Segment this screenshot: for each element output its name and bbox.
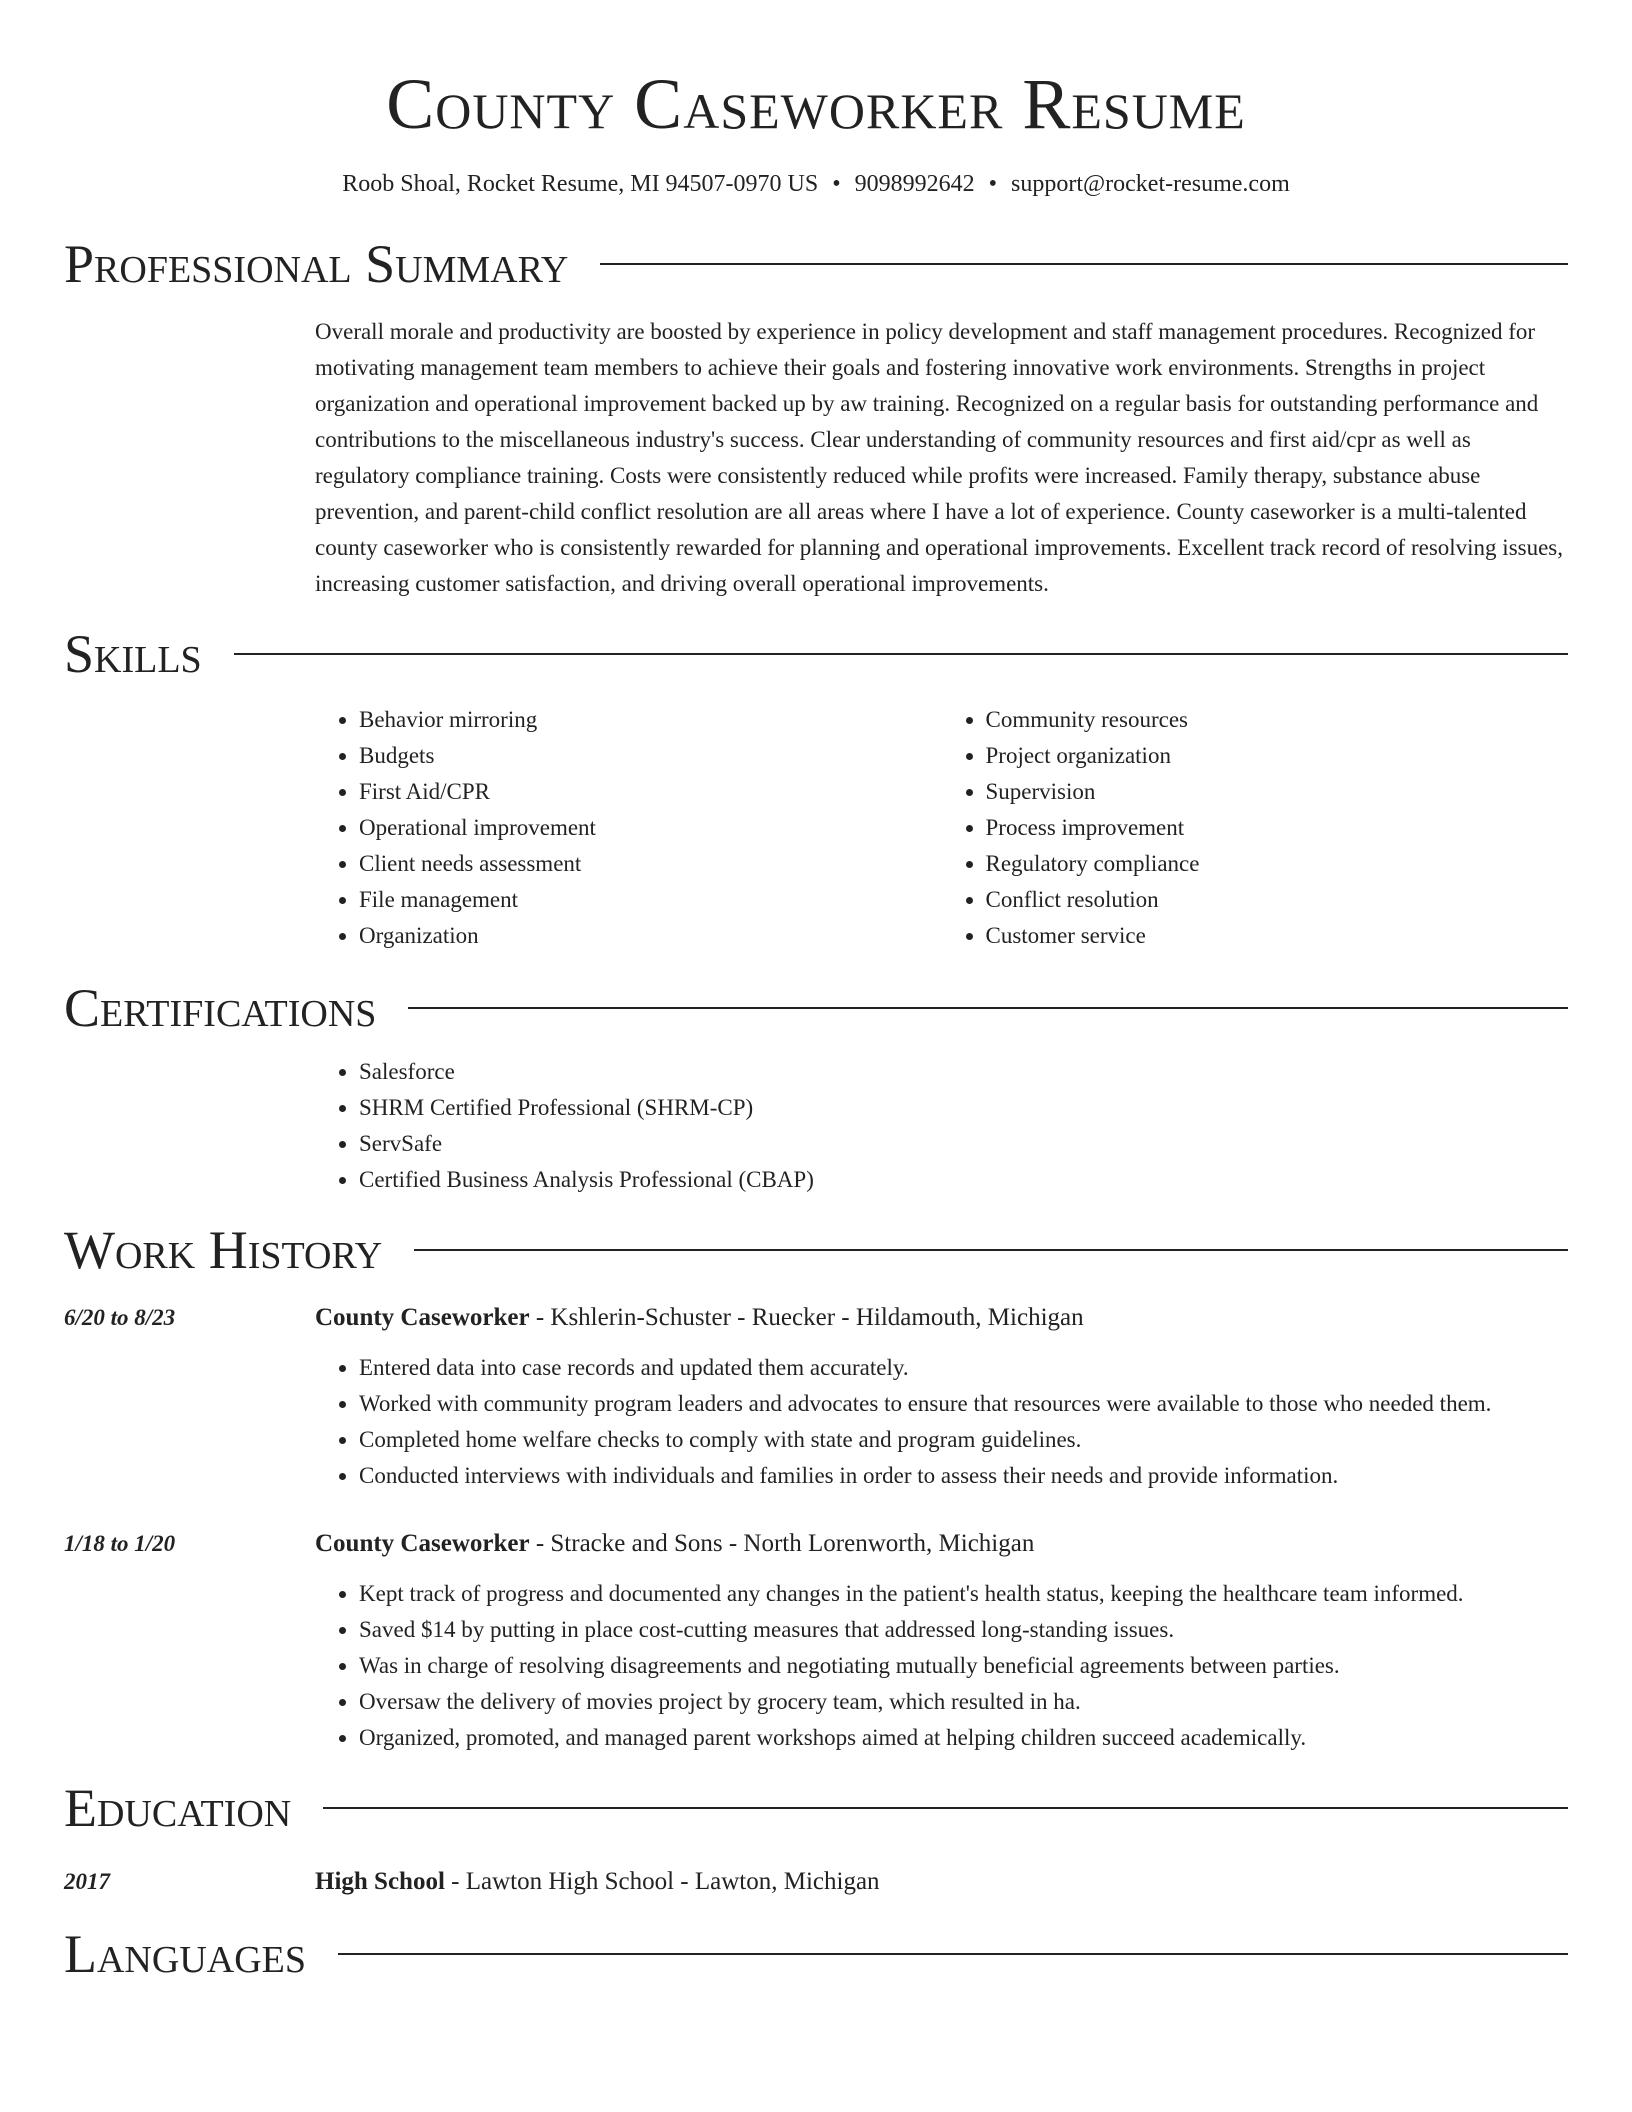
job-bullets [315, 1576, 1568, 1756]
certifications-list [315, 1054, 1568, 1198]
job-bullet: • Conducted interviews with individuals and families in order to assess their needs and provide information. [359, 1458, 1568, 1494]
section-divider [234, 653, 1568, 655]
education-entry [64, 1864, 1568, 1900]
job-bullet: • Worked with community program leaders and advocates to ensure that resources were available to those who needed them. [359, 1386, 1568, 1422]
section-title: Skills [64, 624, 202, 684]
section-title: Work History [64, 1220, 383, 1280]
skill-item: • Behavior mirroring [359, 702, 942, 738]
skills-list-right [942, 702, 1569, 954]
education-section [64, 1776, 1568, 1900]
skill-item: • Conflict resolution [986, 882, 1569, 918]
section-header [64, 622, 1568, 686]
certifications-section [64, 976, 1568, 1198]
section-title: Languages [64, 1924, 306, 1984]
resume-page [64, 0, 1568, 1986]
skills-list-left [315, 702, 942, 954]
job-heading [315, 1300, 1084, 1336]
skill-item: • Supervision [986, 774, 1569, 810]
section-title: Education [64, 1778, 292, 1838]
section-divider [338, 1953, 1568, 1955]
certifications-list-wrap [315, 1054, 1568, 1198]
skill-item: • Process improvement [986, 810, 1569, 846]
contact-separator: • [832, 171, 841, 197]
section-title: Certifications [64, 978, 377, 1038]
job-bullet: • Organized, promoted, and managed parent workshops aimed at helping children succeed academically. [359, 1720, 1568, 1756]
skill-item: • Operational improvement [359, 810, 942, 846]
summary-section [64, 232, 1568, 602]
certification-item: • Salesforce [359, 1054, 1568, 1090]
contact-separator: • [988, 171, 998, 197]
section-header [64, 1218, 1568, 1282]
contact-line [64, 168, 1568, 200]
job-dates: 1/18 to 1/20 [64, 1531, 176, 1556]
education-degree: High School [315, 1868, 445, 1895]
skill-item: • Project organization [986, 738, 1569, 774]
certification-item: • SHRM Certified Professional (SHRM-CP) [359, 1090, 1568, 1126]
job-bullet: • Was in charge of resolving disagreements and negotiating mutually beneficial agreements between parties. [359, 1648, 1568, 1684]
skill-item: • Regulatory compliance [986, 846, 1569, 882]
skill-item: • First Aid/CPR [359, 774, 942, 810]
section-header [64, 232, 1568, 296]
job-details: - Stracke and Sons - North Lorenworth, Michigan [529, 1530, 1035, 1557]
section-header [64, 976, 1568, 1040]
skills-columns [315, 702, 1568, 954]
job-dates: 6/20 to 8/23 [64, 1305, 176, 1330]
job-entry [64, 1300, 1568, 1494]
job-heading [315, 1526, 1034, 1562]
job-title: County Caseworker [315, 1304, 530, 1331]
summary-text: Overall morale and productivity are boosted by experience in policy development and staff management procedures. Recognized for motivating management team members to achieve their goals and fostering innovative work environments. Strengths in project organization and operational improvement backed up by aw training. Recognized on a regular basis for outstanding performance and contributions to the miscellaneous industry's success. Clear understanding of community resources and first aid/cpr as well as regulatory compliance training. Costs were consistently reduced while profits were increased. Family therapy, substance abuse prevention, and parent-child conflict resolution are all areas where I have a lot of experience. County caseworker is a multi-talented county caseworker who is consistently rewarded for planning and operational improvements. Excellent track record of resolving issues, increasing customer satisfaction, and driving overall operational improvements. [315, 319, 1564, 596]
section-title: Professional Summary [64, 234, 569, 294]
job-title: County Caseworker [315, 1530, 530, 1557]
job-bullet: • Completed home welfare checks to comply with state and program guidelines. [359, 1422, 1568, 1458]
skill-item: • Community resources [986, 702, 1569, 738]
education-year: 2017 [64, 1869, 110, 1894]
section-header [64, 1922, 1568, 1986]
certification-item: • ServSafe [359, 1126, 1568, 1162]
contact-phone: 9098992642 [854, 171, 975, 197]
work-history-section [64, 1218, 1568, 1756]
skill-item: • Budgets [359, 738, 942, 774]
job-bullet: • Oversaw the delivery of movies project by grocery team, which resulted in ha. [359, 1684, 1568, 1720]
certification-item: • Certified Business Analysis Professional (CBAP) [359, 1162, 1568, 1198]
languages-section [64, 1922, 1568, 1986]
section-divider [600, 263, 1568, 265]
job-bullet: • Entered data into case records and updated them accurately. [359, 1350, 1568, 1386]
resume-title: County Caseworker Resume [386, 64, 1246, 144]
skill-item: • Customer service [986, 918, 1569, 954]
job-bullets [315, 1350, 1568, 1494]
section-divider [414, 1249, 1568, 1251]
job-header-row [64, 1526, 1568, 1562]
skills-section [64, 622, 1568, 954]
section-divider [408, 1007, 1568, 1009]
contact-address: Roob Shoal, Rocket Resume, MI 94507-0970 US [342, 171, 819, 197]
job-details: - Kshlerin-Schuster - Ruecker - Hildamouth, Michigan [529, 1304, 1084, 1331]
skill-item: • Client needs assessment [359, 846, 942, 882]
skill-item: • File management [359, 882, 942, 918]
contact-email[interactable]: support@rocket-resume.com [1011, 171, 1290, 197]
job-bullet: • Saved $14 by putting in place cost-cutting measures that addressed long-standing issues. [359, 1612, 1568, 1648]
skill-item: • Organization [359, 918, 942, 954]
education-details: - Lawton High School - Lawton, Michigan [444, 1868, 880, 1895]
job-header-row [64, 1300, 1568, 1336]
section-divider [323, 1807, 1568, 1809]
education-heading [315, 1864, 880, 1900]
section-header [64, 1776, 1568, 1840]
job-bullet: • Kept track of progress and documented any changes in the patient's health status, keeping the healthcare team informed. [359, 1576, 1568, 1612]
job-entry [64, 1526, 1568, 1756]
